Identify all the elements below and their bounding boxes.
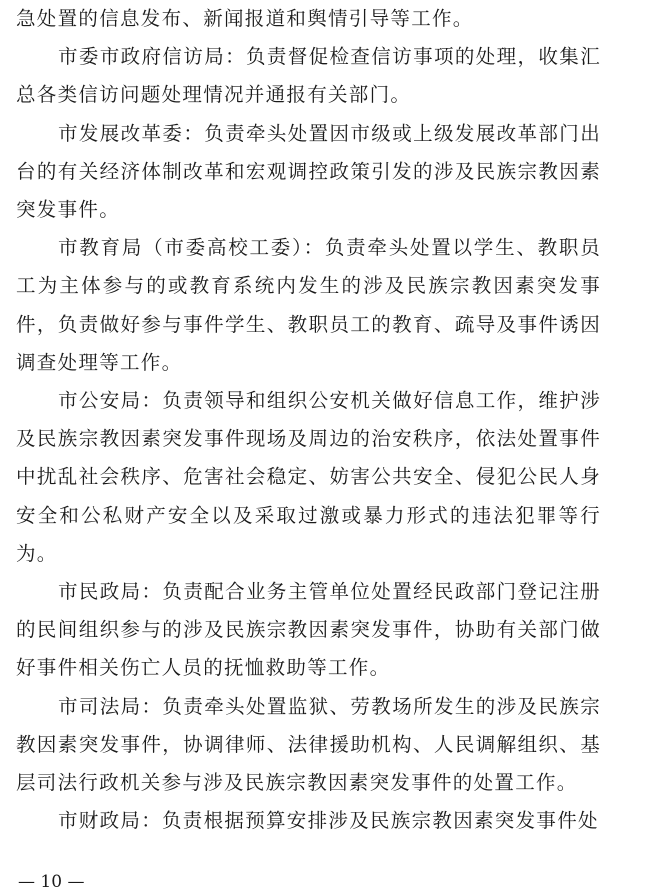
page-number: — 10 — (18, 872, 85, 892)
paragraph-continuation: 急处置的信息发布、新闻报道和舆情引导等工作。 (16, 7, 474, 30)
paragraph-xinfang: 市委市政府信访局：负责督促检查信访事项的处理，收集汇总各类信访问题处理情况并通报有关部门。 (16, 45, 601, 107)
paragraph-sifa: 市司法局：负责牵头处置监狱、劳教场所发生的涉及民族宗教因素突发事件，协调律师、法律援助机构、人民调解组织、基层司法行政机关参与涉及民族宗教因素突发事件的处置工作。 (16, 694, 601, 795)
paragraph-jiaoyu: 市教育局（市委高校工委）：负责牵头处置以学生、教职员工为主体参与的或教育系统内发生的涉及民族宗教因素突发事件，负责做好参与事件学生、教职员工的教育、疏导及事件诱因调查处理等工作。 (16, 236, 601, 374)
paragraph-caizheng: 市财政局：负责根据预算安排涉及民族宗教因素突发事件处 (58, 809, 599, 833)
document-body (16, 0, 601, 840)
paragraph-fagai: 市发展改革委：负责牵头处置因市级或上级发展改革部门出台的有关经济体制改革和宏观调控政策引发的涉及民族宗教因素突发事件。 (16, 121, 601, 222)
paragraph-gongan: 市公安局：负责领导和组织公安机关做好信息工作，维护涉及民族宗教因素突发事件现场及周边的治安秩序，依法处置事件中扰乱社会秩序、危害社会稳定、妨害公共安全、侵犯公民人身安全和公私财产安全以及采取过激或暴力形式的违法犯罪等行为。 (16, 389, 601, 565)
paragraph-minzheng: 市民政局：负责配合业务主管单位处置经民政部门登记注册的民间组织参与的涉及民族宗教因素突发事件，协助有关部门做好事件相关伤亡人员的抚恤救助等工作。 (16, 580, 601, 680)
